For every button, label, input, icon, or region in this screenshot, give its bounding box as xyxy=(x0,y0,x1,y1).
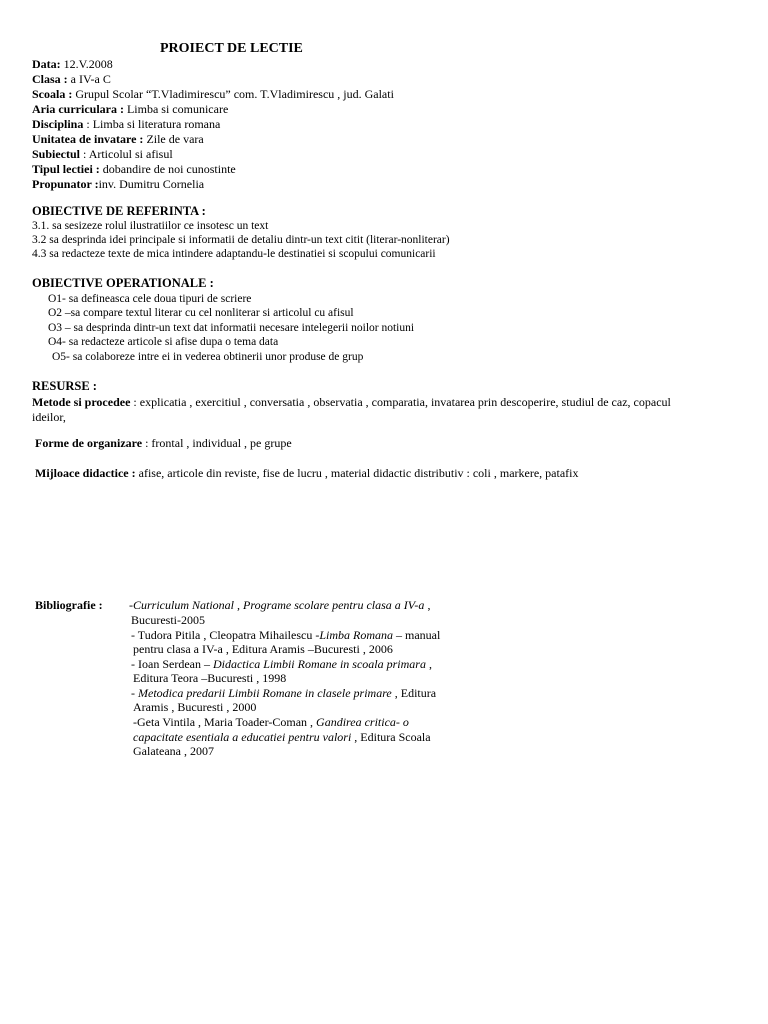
bibliografie-label: Bibliografie : xyxy=(35,598,103,612)
forme-label: Forme de organizare xyxy=(35,436,143,450)
bib-text: - xyxy=(131,686,138,700)
field-scoala xyxy=(32,87,394,102)
bib-text: Aramis , Bucuresti , 2000 xyxy=(133,700,257,714)
resurse-metode xyxy=(32,395,671,410)
bibliografie-line xyxy=(133,744,214,759)
bib-title: Didactica Limbii Romane in scoala primara xyxy=(212,657,426,671)
field-disciplina xyxy=(32,117,220,132)
metode-value: : explicatia , exercitiul , conversatia , observatia , comparatia, invatarea prin descoperire, studiul de caz, copacul xyxy=(130,395,671,409)
bib-text: , Editura xyxy=(391,686,437,700)
bibliografie-line xyxy=(133,671,286,686)
field-label: Disciplina xyxy=(32,117,84,131)
bibliografie-line xyxy=(133,715,409,730)
bib-text: Galateana , 2007 xyxy=(133,744,214,758)
bibliografie-line xyxy=(133,700,256,715)
field-value: dobandire de noi cunostinte xyxy=(99,162,236,176)
mijloace-value: afise, articole din reviste, fise de lucru , material didactic distributiv : coli , markere, patafix xyxy=(135,466,579,480)
field-tipul-lectiei xyxy=(32,162,236,177)
bib-title: Curriculum National , Programe scolare pentru clasa a IV-a xyxy=(133,598,425,612)
bibliografie-line xyxy=(133,730,431,745)
field-data xyxy=(32,57,113,72)
objective-item: O4- sa redacteze articole si afise dupa o tema data xyxy=(48,336,279,348)
section-heading-resurse: RESURSE : xyxy=(32,379,97,393)
bib-title: Metodica predarii Limbii Romane in clasele primare xyxy=(138,686,392,700)
field-subiectul xyxy=(32,147,173,162)
bib-text: pentru clasa a IV-a , Editura Aramis –Bucuresti , 2006 xyxy=(133,642,393,656)
page-title: PROIECT DE LECTIE xyxy=(160,41,303,56)
bib-text: Editura Teora –Bucuresti , 1998 xyxy=(133,671,287,685)
field-label: Data: xyxy=(32,57,61,71)
field-label: Aria curriculara : xyxy=(32,102,124,116)
field-value: Limba si comunicare xyxy=(123,102,229,116)
field-value: inv. Dumitru Cornelia xyxy=(98,177,205,191)
field-label: Tipul lectiei : xyxy=(32,162,100,176)
bibliografie-line xyxy=(133,642,393,657)
field-label: Propunator : xyxy=(32,177,99,191)
objective-item: O2 –sa compare textul literar cu cel nonliterar si articolul cu afisul xyxy=(48,307,354,319)
section-heading-obiective-operationale: OBIECTIVE OPERATIONALE : xyxy=(32,276,214,290)
objective-item: O1- sa defineasca cele doua tipuri de scriere xyxy=(48,293,252,305)
bib-text: Bucuresti-2005 xyxy=(131,613,205,627)
field-value: Zile de vara xyxy=(143,132,204,146)
mijloace-label: Mijloace didactice : xyxy=(35,466,136,480)
metode-continuation: ideilor, xyxy=(32,410,66,424)
bib-text: -Geta Vintila , Maria Toader-Coman , xyxy=(133,715,317,729)
bib-text: - xyxy=(129,598,133,612)
forme-value: : frontal , individual , pe grupe xyxy=(142,436,292,450)
bib-title: Gandirea critica- o xyxy=(316,715,409,729)
bib-text: - Ioan Serdean – xyxy=(131,657,213,671)
field-value: Grupul Scolar “T.Vladimirescu” com. T.Vladimirescu , jud. Galati xyxy=(72,87,394,101)
field-value: : Articolul si afisul xyxy=(80,147,173,161)
bib-text: – manual xyxy=(392,628,441,642)
field-value: 12.V.2008 xyxy=(60,57,113,71)
metode-label: Metode si procedee xyxy=(32,395,131,409)
field-aria-curriculara xyxy=(32,102,228,117)
resurse-forme xyxy=(35,436,292,451)
resurse-mijloace xyxy=(35,466,578,481)
objective-item: 3.1. sa sesizeze rolul ilustratiilor ce insotesc un text xyxy=(32,220,269,232)
objective-item: O3 – sa desprinda dintr-un text dat informatii necesare intelegerii noilor notiuni xyxy=(48,322,415,334)
field-value: a IV-a C xyxy=(67,72,111,86)
bib-text: , xyxy=(424,598,431,612)
bib-text: - Tudora Pitila , Cleopatra Mihailescu - xyxy=(131,628,320,642)
bib-title: capacitate esentiala a educatiei pentru valori xyxy=(133,730,352,744)
bibliografie-line xyxy=(131,686,436,701)
field-clasa xyxy=(32,72,111,87)
section-heading-obiective-referinta: OBIECTIVE DE REFERINTA : xyxy=(32,204,206,218)
field-label: Subiectul xyxy=(32,147,81,161)
bibliografie-line xyxy=(129,598,430,613)
field-propunator xyxy=(32,177,204,192)
field-unitatea-de-invatare xyxy=(32,132,204,147)
field-label: Scoala : xyxy=(32,87,73,101)
bib-title: Limba Romana xyxy=(319,628,393,642)
bibliografie-line xyxy=(131,657,432,672)
bibliografie-line xyxy=(131,628,440,643)
objective-item: 3.2 sa desprinda idei principale si informatii de detaliu dintr-un text citit (literar-nonliterar) xyxy=(32,234,450,246)
field-label: Clasa : xyxy=(32,72,68,86)
bibliografie-line xyxy=(131,613,205,628)
field-value: : Limba si literatura romana xyxy=(83,117,221,131)
bib-text: , xyxy=(425,657,432,671)
objective-item: O5- sa colaboreze intre ei in vederea obtinerii unor produse de grup xyxy=(52,351,364,363)
bib-text: , Editura Scoala xyxy=(351,730,431,744)
field-label: Unitatea de invatare : xyxy=(32,132,144,146)
objective-item: 4.3 sa redacteze texte de mica intindere adaptandu-le destinatiei si scopului comunicarii xyxy=(32,248,436,260)
